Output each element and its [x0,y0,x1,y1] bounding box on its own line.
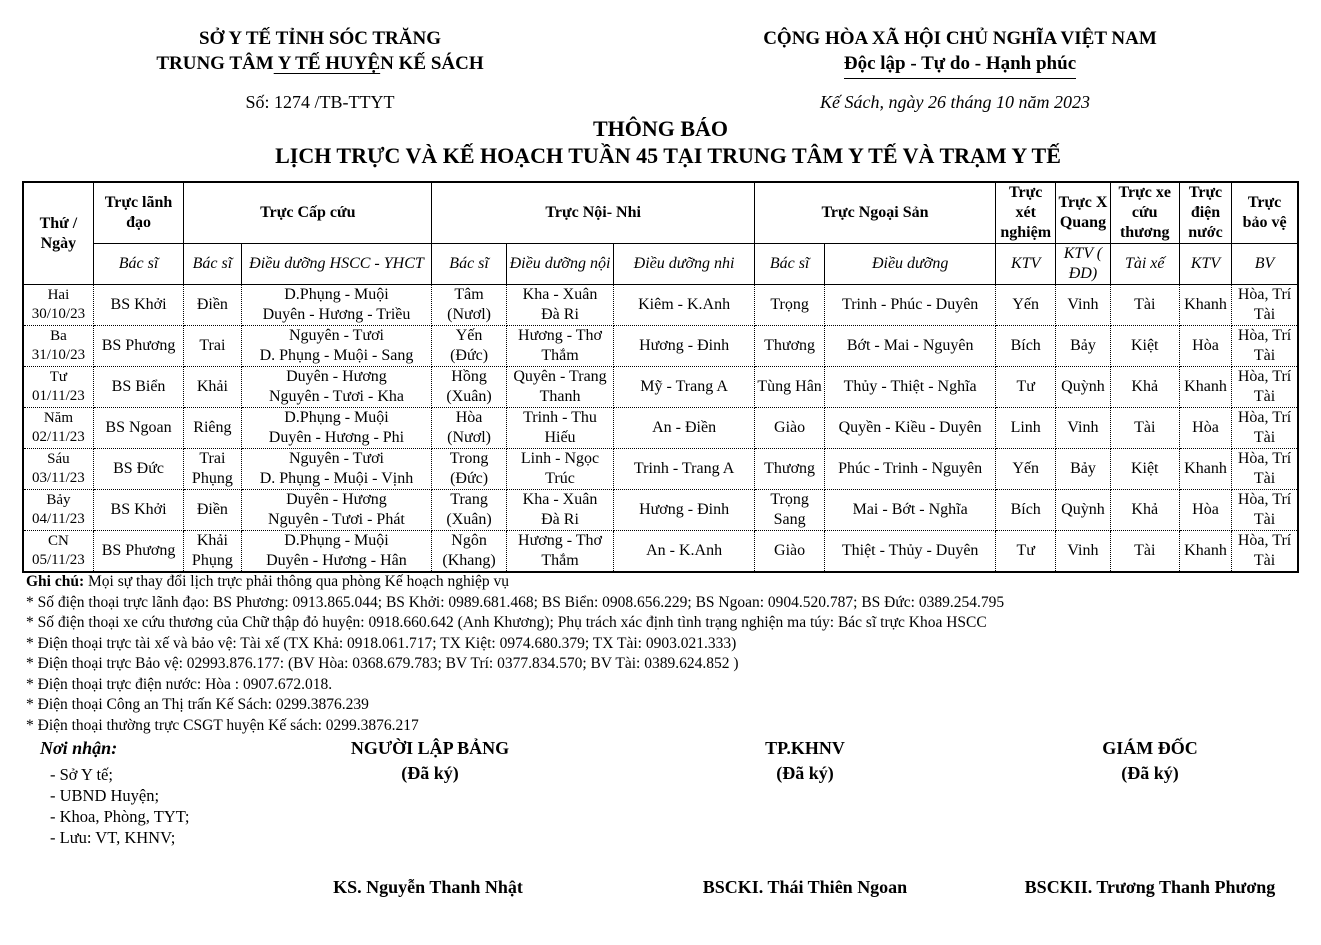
security-line2: Tài [1253,306,1276,323]
signature-block-preparer [290,736,570,786]
ip-doctor-line1: Yến [455,327,483,344]
center-name [100,51,540,76]
day-line1: Năm [43,410,73,426]
recipient-item: - Sở Y tế; [50,765,113,784]
header-day: Thứ / Ngày [23,182,93,285]
cell-ambulance: Khả [1110,490,1179,531]
cell-security [1232,285,1298,326]
er-nurse-line1: Duyên - Hương [286,491,387,508]
cell-day [23,449,93,490]
cell-so-nurse: Phúc - Trinh - Nguyên [825,449,996,490]
subheader-lab: KTV [996,244,1056,285]
cell-ip-nurse-pediatric: An - Điền [614,408,755,449]
header-surgery-obstetric: Trực Ngoại Sản [754,182,995,244]
day-line2: 31/10/23 [31,347,86,363]
security-line1: Hòa, Trí [1237,450,1292,467]
cell-utilities: Khanh [1179,531,1231,573]
cell-er-doctor: Khải [184,367,241,408]
cell-utilities: Khanh [1179,285,1231,326]
cell-utilities: Hòa [1179,326,1231,367]
recipients-list [50,764,190,848]
cell-ip-doctor [432,326,506,367]
recipients-title: Nơi nhận: [40,738,118,758]
cell-security [1232,531,1298,573]
er-nurse-line2: D. Phụng - Muội - Vịnh [259,470,414,487]
cell-ambulance: Tài [1110,531,1179,573]
day-line2: 02/11/23 [32,429,85,445]
subheader-so-doctor: Bác sĩ [754,244,824,285]
cell-lab: Yến [996,285,1056,326]
day-line2: 04/11/23 [32,511,85,527]
ip-nurse-int-line2: Hiếu [544,429,576,446]
header-security: Trực bảo vệ [1232,182,1298,244]
ip-doctor-line1: Tâm [454,286,484,303]
cell-ip-nurse-internal [506,326,614,367]
cell-xray: Quỳnh [1056,367,1110,408]
cell-ip-nurse-pediatric: Mỹ - Trang A [614,367,755,408]
cell-ip-nurse-internal [506,367,614,408]
table-row [23,408,1298,449]
subheader-ip-doctor: Bác sĩ [432,244,506,285]
cell-ip-nurse-pediatric: Trinh - Trang A [614,449,755,490]
ip-doctor-line1: Ngôn [451,532,487,549]
cell-security [1232,367,1298,408]
note-line: * Số điện thoại xe cứu thương của Chữ thập đỏ huyện: 0918.660.642 (Anh Khương); Phụ trách xác định tình trạng nghiện ma túy: Bác sĩ trực Khoa HSCC [26,614,987,631]
header-xray: Trực X Quang [1056,182,1110,244]
security-line1: Hòa, Trí [1237,286,1292,303]
ip-doctor-line2: (Đức) [450,470,489,487]
cell-xray: Vinh [1056,285,1110,326]
cell-xray: Bảy [1056,326,1110,367]
issuing-authority [100,26,540,76]
cell-security [1232,326,1298,367]
ip-nurse-int-line2: Đà Ri [541,306,579,323]
cell-ip-doctor [432,531,506,573]
subheader-utilities: KTV [1179,244,1231,285]
cell-xray: Vinh [1056,408,1110,449]
ip-nurse-int-line1: Trinh - Thu [523,409,597,426]
recipient-item: - UBND Huyện; [50,786,160,805]
cell-ip-doctor [432,367,506,408]
cell-ip-doctor [432,285,506,326]
security-line1: Hòa, Trí [1237,532,1292,549]
cell-day [23,367,93,408]
signature-status: (Đã ký) [776,763,834,783]
ip-nurse-int-line1: Hương - Thơ [518,532,602,549]
cell-utilities: Khanh [1179,367,1231,408]
note-line: * Điện thoại thường trực CSGT huyện Kế sách: 0299.3876.217 [26,716,419,734]
place-date: Kế Sách, ngày 26 tháng 10 năm 2023 [820,92,1090,112]
signature-role: TP.KHNV [765,738,845,758]
note-line: * Số điện thoại trực lãnh đạo: BS Phương: 0913.865.044; BS Khởi: 0989.681.468; BS Biển: 0908.656.229; BS Ngoan: 0904.520.787; BS Đức: 0389.254.795 [26,593,1005,611]
cell-leader: BS Ngoan [93,408,183,449]
signer-name-khnv: BSCKI. Thái Thiên Ngoan [702,877,908,897]
cell-er-nurse [241,408,432,449]
signature-status: (Đã ký) [401,763,459,783]
subheader-security: BV [1232,244,1298,285]
er-nurse-line2: Nguyên - Tươi - Kha [268,388,404,405]
security-line2: Tài [1253,347,1276,364]
cell-leader: BS Khởi [93,285,183,326]
note-line: * Điện thoại Công an Thị trấn Kế Sách: 0299.3876.239 [26,696,369,713]
national-header [700,26,1220,79]
cell-ambulance: Kiệt [1110,449,1179,490]
subheader-leader-doctor: Bác sĩ [93,244,183,285]
center-name-underlined: Y TẾ HUYỆ [273,53,381,74]
cell-utilities: Hòa [1179,408,1231,449]
cell-so-doctor: Tùng Hân [754,367,824,408]
er-nurse-line2: Nguyên - Tươi - Phát [268,511,405,528]
cell-ip-nurse-pediatric: Kiêm - K.Anh [614,285,755,326]
header-emergency: Trực Cấp cứu [184,182,432,244]
cell-lab: Bích [996,326,1056,367]
cell-er-nurse [241,449,432,490]
table-row [23,285,1298,326]
cell-day [23,490,93,531]
recipient-item: - Khoa, Phòng, TYT; [50,807,190,826]
subheader-ip-nurse-pediatric: Điều dưỡng nhi [614,244,755,285]
notes-section [26,572,1306,736]
cell-day [23,326,93,367]
ip-doctor-line1: Hồng [451,368,487,385]
ip-nurse-int-line2: Thắm [541,347,579,364]
subheader-er-nurse: Điều dưỡng HSCC - YHCT [241,244,432,285]
signer-name-director: BSCKII. Trương Thanh Phương [1024,877,1276,897]
note-line: * Điện thoại trực Bảo vệ: 02993.876.177: (BV Hòa: 0368.679.783; BV Trí: 0377.834.570; BV Tài: 0389.624.852 ) [26,655,739,672]
day-line1: Sáu [47,451,70,467]
header-internal-pediatric: Trực Nội- Nhi [432,182,755,244]
cell-day [23,408,93,449]
cell-so-nurse: Bớt - Mai - Nguyên [825,326,996,367]
cell-leader: BS Phương [93,326,183,367]
cell-lab: Bích [996,490,1056,531]
cell-security [1232,490,1298,531]
ip-doctor-line2: (Khang) [442,552,496,569]
cell-ip-doctor [432,449,506,490]
cell-security [1232,449,1298,490]
cell-ip-nurse-pediatric: Hương - Đinh [614,490,755,531]
cell-so-nurse: Thủy - Thiệt - Nghĩa [825,367,996,408]
ip-nurse-int-line2: Thắm [541,552,579,569]
duty-schedule-table [22,181,1299,573]
cell-so-doctor: Thương [754,326,824,367]
cell-ip-nurse-internal [506,285,614,326]
cell-utilities: Khanh [1179,449,1231,490]
er-nurse-line2: Duyên - Hương - Triều [262,306,411,323]
table-row [23,490,1298,531]
cell-ip-doctor [432,408,506,449]
ip-nurse-int-line2: Thanh [539,388,581,405]
ip-doctor-line2: (Nươl) [447,429,491,446]
note-line: * Điện thoại trực tài xế và bảo vệ: Tài xế (TX Khả: 0918.061.717; TX Kiệt: 0974.680.379; TX Tài: 0903.021.333) [26,634,737,652]
er-nurse-line1: D.Phụng - Muội [284,409,389,426]
cell-er-nurse [241,531,432,573]
cell-ambulance: Khả [1110,367,1179,408]
cell-leader: BS Đức [93,449,183,490]
cell-er-nurse [241,490,432,531]
security-line2: Tài [1253,552,1276,569]
cell-er-doctor: Khải Phụng [184,531,241,573]
day-line2: 05/11/23 [32,552,85,568]
cell-er-nurse [241,367,432,408]
cell-ip-nurse-internal [506,449,614,490]
cell-so-doctor: Giào [754,408,824,449]
day-line2: 03/11/23 [32,470,85,486]
table-row [23,367,1298,408]
subheader-ambulance: Tài xế [1110,244,1179,285]
cell-ip-nurse-internal [506,531,614,573]
cell-ambulance: Kiệt [1110,326,1179,367]
ip-nurse-int-line1: Quyên - Trang [513,368,607,385]
day-line1: CN [47,533,69,549]
document-title: THÔNG BÁO [592,116,729,141]
cell-ambulance: Tài [1110,285,1179,326]
signature-role: NGƯỜI LẬP BẢNG [350,738,510,758]
cell-lab: Linh [996,408,1056,449]
cell-so-nurse: Trinh - Phúc - Duyên [825,285,996,326]
cell-so-doctor: Giào [754,531,824,573]
sub-header-row [23,244,1298,285]
ip-doctor-line2: (Đức) [450,347,489,364]
er-nurse-line1: Nguyên - Tươi [288,450,384,467]
security-line1: Hòa, Trí [1237,409,1292,426]
header-utilities: Trực điện nước [1179,182,1231,244]
document-subtitle: LỊCH TRỰC VÀ KẾ HOẠCH TUẦN 45 TẠI TRUNG TÂM Y TẾ VÀ TRẠM Y TẾ [275,143,1061,168]
signature-status: (Đã ký) [1121,763,1179,783]
ip-nurse-int-line1: Kha - Xuân [522,491,598,508]
day-line1: Ba [50,328,67,344]
table-row [23,449,1298,490]
ip-nurse-int-line1: Kha - Xuân [522,286,598,303]
notes-intro-text: Mọi sự thay đổi lịch trực phải thông qua phòng Kế hoạch nghiệp vụ [84,573,510,590]
day-line1: Hai [47,287,70,303]
note-line: * Điện thoại trực điện nước: Hòa : 0907.672.018. [26,675,333,693]
cell-leader: BS Phương [93,531,183,573]
er-nurse-line2: Duyên - Hương - Phi [268,429,405,446]
notes-intro [26,572,1306,593]
er-nurse-line1: Nguyên - Tươi [288,327,384,344]
security-line1: Hòa, Trí [1237,491,1292,508]
cell-xray: Quỳnh [1056,490,1110,531]
header-lab: Trực xét nghiệm [996,182,1056,244]
signer-name-preparer: KS. Nguyễn Thanh Nhật [333,877,523,897]
center-name-part1: TRUNG TÂM [156,53,274,74]
ip-doctor-line2: (Nươl) [447,306,491,323]
table-row [23,531,1298,573]
cell-er-doctor: Trai Phụng [184,449,241,490]
ip-nurse-int-line2: Đà Ri [541,511,579,528]
day-line2: 30/10/23 [31,306,86,322]
signature-block-director [1010,736,1290,786]
subheader-so-nurse: Điều dưỡng [825,244,996,285]
ip-doctor-line2: (Xuân) [446,511,492,528]
security-line1: Hòa, Trí [1237,327,1292,344]
cell-ambulance: Tài [1110,408,1179,449]
header-leader: Trực lãnh đạo [93,182,183,244]
cell-lab: Tư [996,367,1056,408]
er-nurse-line1: Duyên - Hương [286,368,387,385]
signature-block-khnv [665,736,945,786]
cell-so-doctor: Trọng Sang [754,490,824,531]
country-name: CỘNG HÒA XÃ HỘI CHỦ NGHĨA VIỆT NAM [763,28,1157,49]
cell-day [23,531,93,573]
document-number: Số: 1274 /TB-TTYT [245,92,395,112]
security-line2: Tài [1253,429,1276,446]
security-line2: Tài [1253,470,1276,487]
cell-so-nurse: Thiệt - Thủy - Duyên [825,531,996,573]
cell-ip-nurse-pediatric: An - K.Anh [614,531,755,573]
er-nurse-line2: D. Phụng - Muội - Sang [259,347,414,364]
group-header-row [23,182,1298,244]
er-nurse-line1: D.Phụng - Muội [284,532,389,549]
cell-so-nurse: Mai - Bớt - Nghĩa [825,490,996,531]
cell-lab: Yến [996,449,1056,490]
cell-er-doctor: Trai [184,326,241,367]
cell-er-doctor: Điền [184,285,241,326]
security-line1: Hòa, Trí [1237,368,1292,385]
table-row [23,326,1298,367]
subheader-er-doctor: Bác sĩ [184,244,241,285]
security-line2: Tài [1253,511,1276,528]
signature-role: GIÁM ĐỐC [1102,738,1198,758]
cell-leader: BS Khởi [93,490,183,531]
er-nurse-line2: Duyên - Hương - Hân [266,552,407,569]
day-line1: Tư [49,369,68,385]
security-line2: Tài [1253,388,1276,405]
cell-ip-nurse-internal [506,490,614,531]
ip-doctor-line1: Trong [449,450,489,467]
day-line1: Bảy [46,492,71,508]
cell-day [23,285,93,326]
center-name-part2: N KẾ SÁCH [380,53,484,74]
notes-label: Ghi chú: [26,573,85,590]
day-line2: 01/11/23 [32,388,85,404]
cell-xray: Bảy [1056,449,1110,490]
national-motto: Độc lập - Tự do - Hạnh phúc [844,51,1076,79]
cell-er-nurse [241,326,432,367]
cell-er-doctor: Điền [184,490,241,531]
ip-nurse-int-line1: Linh - Ngọc [520,450,600,467]
er-nurse-line1: D.Phụng - Muội [284,286,389,303]
department-name: SỞ Y TẾ TỈNH SÓC TRĂNG [199,28,441,49]
cell-security [1232,408,1298,449]
cell-xray: Vinh [1056,531,1110,573]
subheader-xray: KTV ( ĐD) [1056,244,1110,285]
cell-utilities: Hòa [1179,490,1231,531]
ip-doctor-line1: Hòa [455,409,483,426]
cell-er-doctor: Riêng [184,408,241,449]
recipient-item: - Lưu: VT, KHNV; [50,828,176,847]
cell-so-nurse: Quyền - Kiều - Duyên [825,408,996,449]
cell-lab: Tư [996,531,1056,573]
ip-nurse-int-line1: Hương - Thơ [518,327,602,344]
cell-ip-nurse-internal [506,408,614,449]
cell-ip-doctor [432,490,506,531]
cell-er-nurse [241,285,432,326]
header-ambulance: Trực xe cứu thương [1110,182,1179,244]
cell-so-doctor: Thương [754,449,824,490]
cell-so-doctor: Trọng [754,285,824,326]
ip-doctor-line2: (Xuân) [446,388,492,405]
cell-ip-nurse-pediatric: Hương - Đinh [614,326,755,367]
ip-doctor-line1: Trang [450,491,488,508]
cell-leader: BS Biển [93,367,183,408]
ip-nurse-int-line2: Trúc [545,470,575,487]
schedule-body [23,285,1298,573]
subheader-ip-nurse-internal: Điều dưỡng nội [506,244,614,285]
